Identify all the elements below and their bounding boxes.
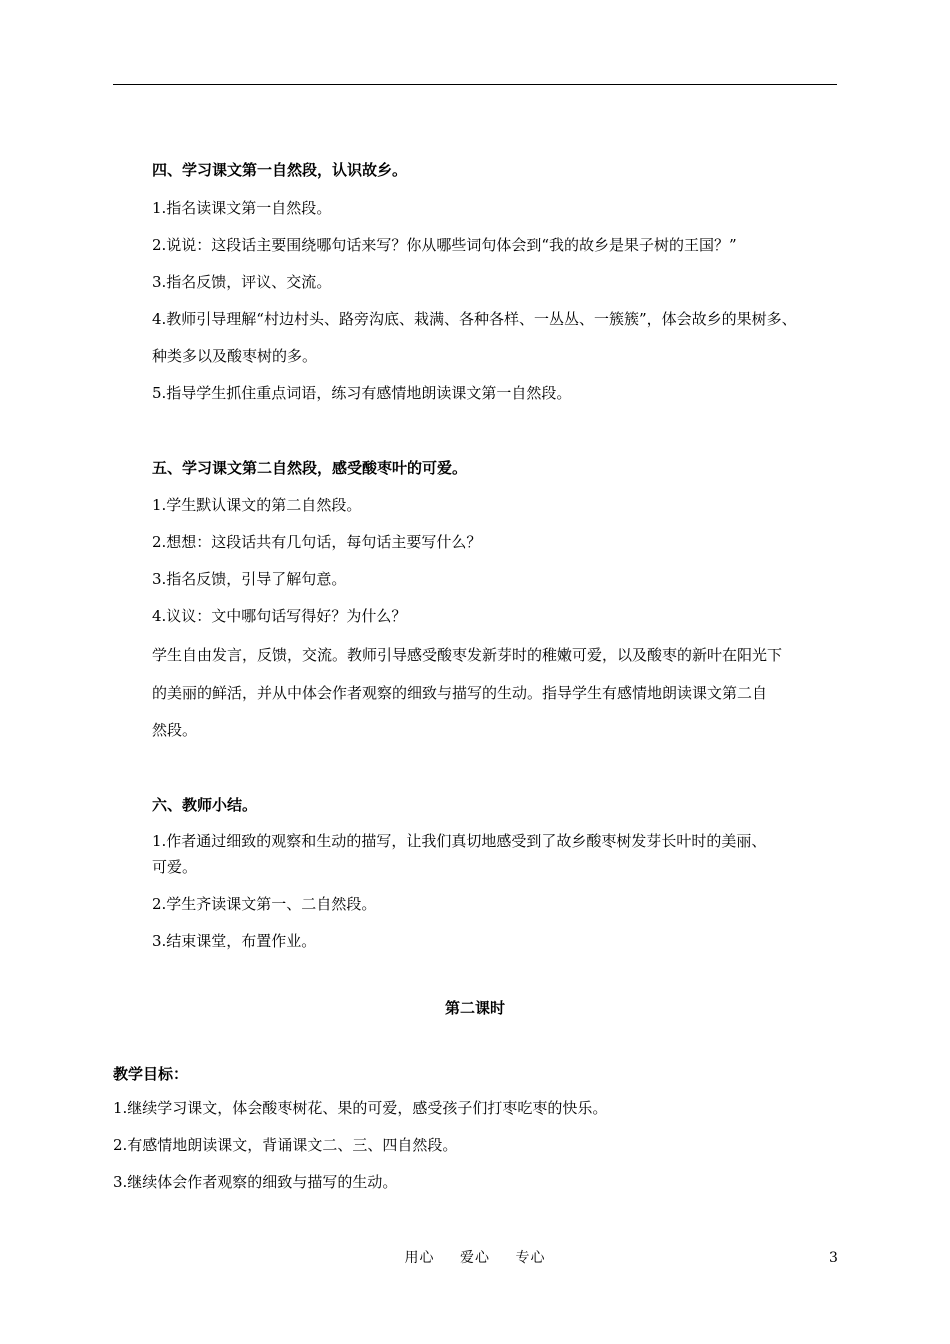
section4-item: 种类多以及酸枣树的多。 xyxy=(152,347,318,365)
section6-item: 可爱。 xyxy=(152,858,198,876)
header-rule xyxy=(113,84,837,85)
section6-item: 2.学生齐读课文第一、二自然段。 xyxy=(152,895,377,913)
section4-item: 5.指导学生抓住重点词语，练习有感情地朗读课文第一自然段。 xyxy=(152,384,572,402)
teaching-goal-item: 1.继续学习课文，体会酸枣树花、果的可爱，感受孩子们打枣吃枣的快乐。 xyxy=(113,1099,608,1117)
footer-motto-word: 爱心 xyxy=(460,1250,490,1266)
section5-paragraph-line: 学生自由发言，反馈，交流。教师引导感受酸枣发新芽时的稚嫩可爱，以及酸枣的新叶在阳光下 xyxy=(152,646,783,664)
teaching-goal-item: 3.继续体会作者观察的细致与描写的生动。 xyxy=(113,1173,398,1191)
section5-item: 2.想想：这段话共有几句话，每句话主要写什么？ xyxy=(152,533,482,551)
teaching-goal-item: 2.有感情地朗读课文，背诵课文二、三、四自然段。 xyxy=(113,1136,458,1154)
section4-item: 2.说说：这段话主要围绕哪句话来写？你从哪些词句体会到“我的故乡是果子树的王国？” xyxy=(152,236,737,254)
section4-item: 3.指名反馈，评议、交流。 xyxy=(152,273,332,291)
teaching-goals-heading: 教学目标： xyxy=(113,1065,189,1083)
section4-heading: 四、学习课文第一自然段，认识故乡。 xyxy=(152,161,408,179)
footer-motto xyxy=(0,1248,950,1268)
section5-paragraph-line: 的美丽的鲜活，并从中体会作者观察的细致与描写的生动。指导学生有感情地朗读课文第二自 xyxy=(152,684,768,702)
lesson2-title: 第二课时 xyxy=(444,999,505,1017)
section6-heading: 六、教师小结。 xyxy=(152,796,258,814)
section5-item: 4.议议：文中哪句话写得好？为什么？ xyxy=(152,607,407,625)
section5-item: 1.学生默认课文的第二自然段。 xyxy=(152,496,362,514)
section4-item: 4.教师引导理解“村边村头、路旁沟底、栽满、各种各样、一丛丛、一簇簇”，体会故乡的果树多、 xyxy=(152,310,797,328)
section5-paragraph-line: 然段。 xyxy=(152,721,198,739)
section6-item: 3.结束课堂，布置作业。 xyxy=(152,932,317,950)
section5-heading: 五、学习课文第二自然段，感受酸枣叶的可爱。 xyxy=(152,459,468,477)
footer-motto-word: 专心 xyxy=(515,1250,546,1266)
page-number: 3 xyxy=(829,1250,838,1266)
section5-item: 3.指名反馈，引导了解句意。 xyxy=(152,570,347,588)
section6-item: 1.作者通过细致的观察和生动的描写，让我们真切地感受到了故乡酸枣树发芽长叶时的美丽、 xyxy=(152,832,767,850)
section4-item: 1.指名读课文第一自然段。 xyxy=(152,199,332,217)
footer-motto-word: 用心 xyxy=(404,1250,435,1266)
